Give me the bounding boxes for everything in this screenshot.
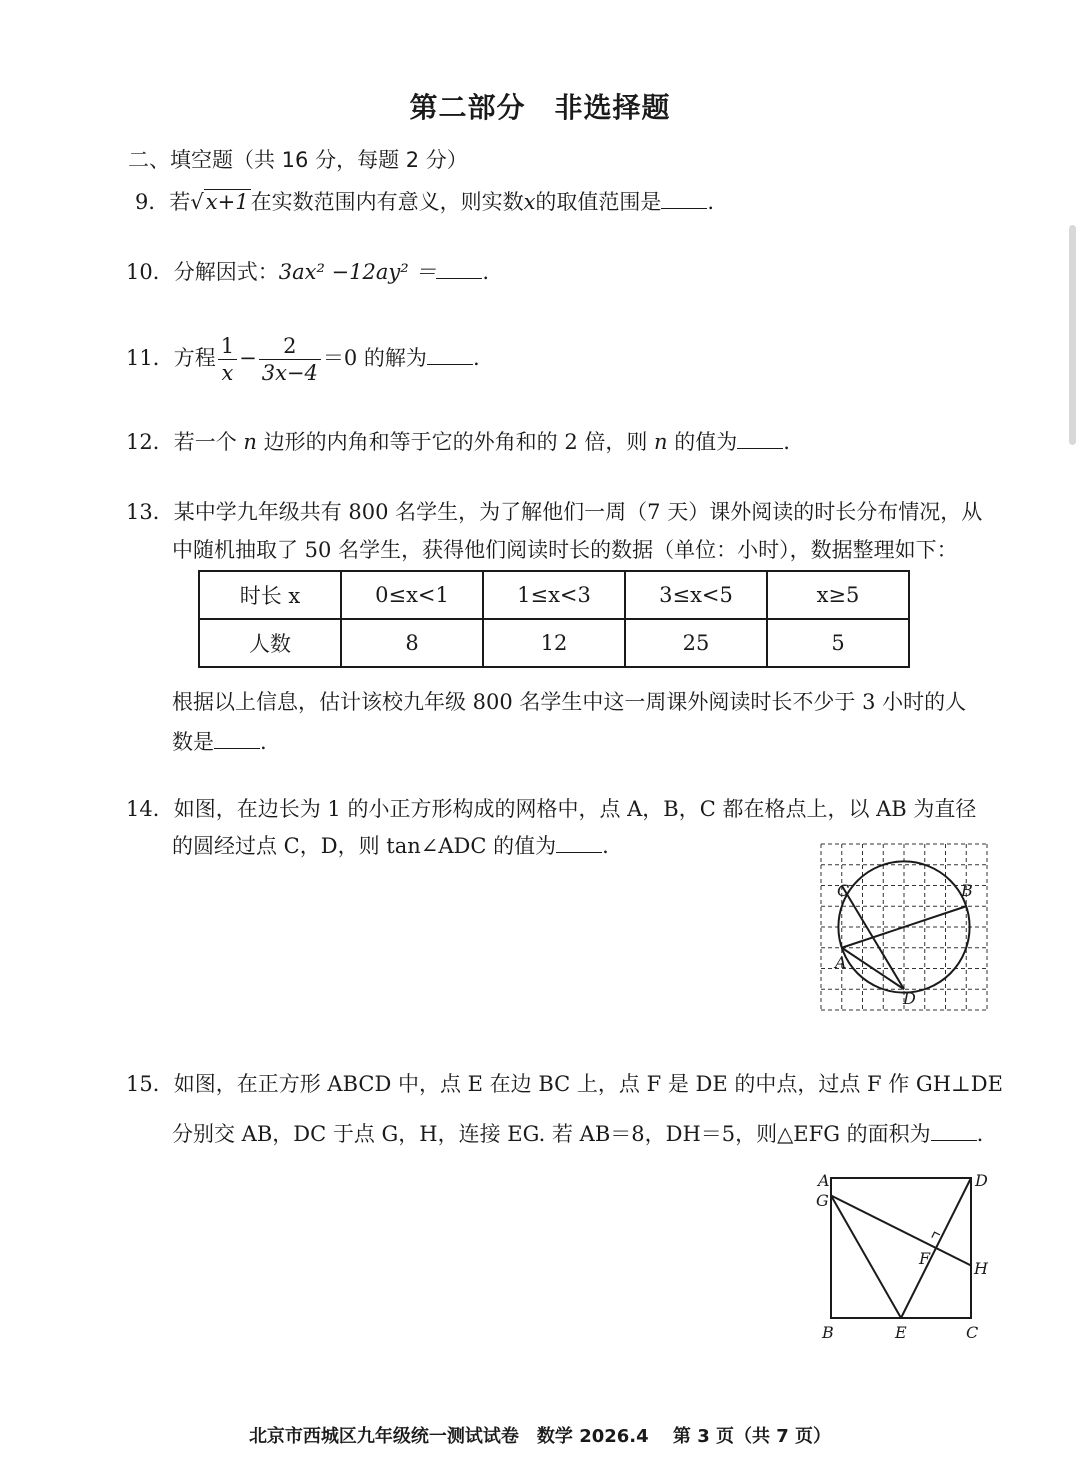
question-14-line1: 14．如图，在边长为 1 的小正方形构成的网格中，点 A，B，C 都在格点上，以 AB 为直径 [126, 797, 977, 821]
point-label-A: A [818, 1171, 830, 1190]
point-label-C: C [837, 881, 850, 900]
answer-blank [436, 260, 482, 279]
grid-circle-figure [815, 838, 995, 1018]
point-label-H: H [974, 1259, 988, 1278]
fraction-2: $\frac{2}{3x-4}$ [259, 333, 321, 386]
question-number: 11． [126, 346, 174, 370]
question-13-line2: 中随机抽取了 50 名学生，获得他们阅读时长的数据（单位：小时），数据整理如下： [172, 538, 958, 562]
point-label-E: E [895, 1323, 907, 1342]
question-number: 15． [126, 1072, 174, 1096]
segment-CD [842, 886, 904, 990]
question-11: 11．方程 $\frac{1}{x}$ − $\frac{2}{3x-4}$ ＝0 的解为 . [126, 334, 480, 385]
point-label-D: D [975, 1171, 988, 1190]
section-heading: 二、填空题（共 16 分，每题 2 分） [128, 148, 468, 172]
table-cell: 25 [625, 619, 767, 667]
question-13-line4: 数是 . [172, 730, 267, 754]
table-cell: x≥5 [767, 571, 909, 619]
q9-pre: 若 [169, 190, 191, 214]
answer-blank [556, 834, 602, 853]
reading-time-table [198, 570, 910, 668]
table-cell: 5 [767, 619, 909, 667]
page-title: 第二部分 非选择题 [409, 91, 671, 124]
question-number: 12． [126, 430, 174, 454]
point-label-D: D [903, 989, 916, 1008]
page-footer: 北京市西城区九年级统一测试试卷 数学 2026.4 第 3 页（共 7 页） [248, 1426, 832, 1447]
table-cell: 时长 x [199, 571, 341, 619]
answer-blank [427, 346, 473, 365]
question-12: 12．若一个 n 边形的内角和等于它的外角和的 2 倍，则 n 的值为 . [126, 430, 790, 454]
answer-blank [214, 730, 260, 749]
square-figure [808, 1166, 998, 1346]
question-number: 10． [126, 260, 174, 284]
answer-blank [661, 190, 707, 209]
point-label-A: A [835, 953, 847, 972]
sqrt-expression: √x+1 [190, 190, 249, 214]
question-13-line1: 13．某中学九年级共有 800 名学生，为了解他们一周（7 天）课外阅读的时长分布情况，从 [126, 500, 983, 524]
answer-blank [931, 1122, 977, 1141]
answer-blank [737, 430, 783, 449]
table-cell: 人数 [199, 619, 341, 667]
table-cell: 1≤x<3 [483, 571, 625, 619]
question-9: 9．若√x+1在实数范围内有意义，则实数x的取值范围是 . [135, 190, 715, 214]
point-label-B: B [822, 1323, 834, 1342]
fraction-1: $\frac{1}{x}$ [218, 333, 237, 386]
point-label-G: G [816, 1191, 829, 1210]
point-label-F: F [919, 1249, 931, 1268]
question-14-line2: 的圆经过点 C，D，则 tan∠ADC 的值为 . [172, 834, 609, 858]
table-cell: 0≤x<1 [341, 571, 483, 619]
question-15-line1: 15．如图，在正方形 ABCD 中，点 E 在边 BC 上，点 F 是 DE 的中点，过点 F 作 GH⊥DE [126, 1072, 1003, 1096]
table-cell: 12 [483, 619, 625, 667]
question-number: 14． [126, 797, 174, 821]
table-cell: 3≤x<5 [625, 571, 767, 619]
point-label-B: B [961, 881, 973, 900]
scrollbar[interactable] [1069, 225, 1076, 445]
question-15-line2: 分别交 AB，DC 于点 G，H，连接 EG. 若 AB＝8，DH＝5，则△EFG 的面积为 . [172, 1122, 984, 1146]
question-number: 9． [135, 190, 170, 214]
question-13-line3: 根据以上信息，估计该校九年级 800 名学生中这一周课外阅读时长不少于 3 小时的人 [172, 690, 967, 714]
table-cell: 8 [341, 619, 483, 667]
point-label-C: C [966, 1323, 979, 1342]
factor-expression: 3ax² −12ay² ＝ [278, 260, 437, 284]
table-row [199, 619, 909, 667]
question-number: 13． [126, 500, 174, 524]
question-10: 10．分解因式：3ax² −12ay² ＝ . [126, 260, 490, 284]
right-angle-mark [932, 1232, 940, 1237]
table-header-row [199, 571, 909, 619]
square-ABCD [831, 1178, 971, 1318]
